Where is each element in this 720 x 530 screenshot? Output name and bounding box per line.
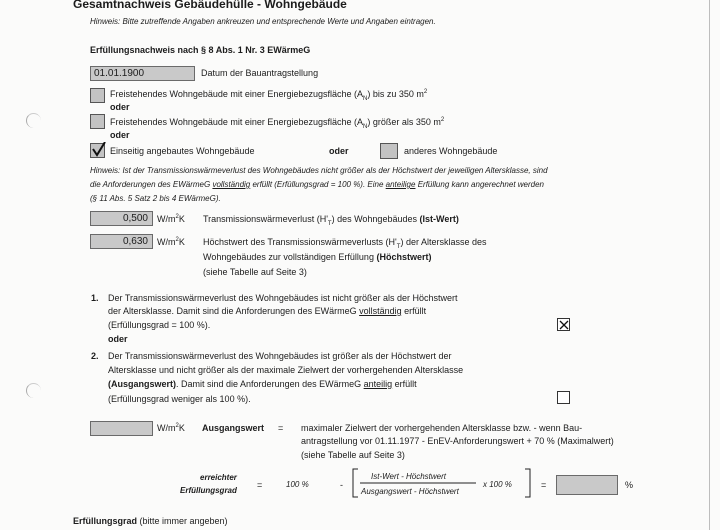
oder-label: oder: [110, 130, 130, 140]
case-1-line-3: (Erfüllungsgrad = 100 %).: [108, 320, 211, 330]
section-title: Erfüllungsnachweis nach § 8 Abs. 1 Nr. 3 EWärmeG: [90, 45, 311, 55]
hint-line-1: Hinweis: Ist der Transmissionswärmeverlust des Wohngebäudes nicht größer als der Höchstwert der jeweiligen Altersklasse, sind: [90, 166, 548, 175]
formula-label-2: Erfüllungsgrad: [180, 486, 237, 495]
header-hint: Hinweis: Bitte zutreffende Angaben ankreuzen und entsprechende Werte und Angaben eintragen.: [90, 17, 436, 26]
formula-numerator: Ist-Wert - Höchstwert: [371, 472, 446, 481]
formula-minus: -: [340, 480, 343, 490]
percent-label: %: [625, 480, 634, 490]
hoechstwert-label-2: Wohngebäudes zur vollständigen Erfüllung (Höchstwert): [203, 252, 432, 262]
unit-label: $W/m^2K$: [157, 423, 185, 433]
formula-label-1: erreichter: [200, 473, 237, 482]
hint-line-3: (§ 11 Abs. 5 Satz 2 bis 4 EWärmeG).: [90, 194, 221, 203]
ist-wert-label: Transmissionswärmeverlust $(H'_T)$ des Wohngebäudes (Ist-Wert): [203, 214, 459, 227]
bauantrag-date-field[interactable]: 01.01.1900: [90, 66, 195, 81]
oder-label: oder: [329, 146, 349, 156]
option-einseitig-label: Einseitig angebautes Wohngebäude: [110, 146, 255, 156]
unit-label: $W/m^2K$: [157, 237, 185, 247]
bauantrag-date-label: Datum der Bauantragstellung: [201, 68, 319, 78]
ausgangswert-desc-1: maximaler Zielwert der vorhergehenden Altersklasse bzw. - wenn Bau-: [301, 423, 583, 433]
footer-label: Erfüllungsgrad (bitte immer angeben): [73, 516, 228, 526]
page-title: Gesamtnachweis Gebäudehülle - Wohngebäude: [73, 0, 347, 11]
option-anderes-label: anderes Wohngebäude: [404, 146, 498, 156]
case-1-number: 1.: [91, 293, 99, 303]
equals-sign: =: [278, 423, 284, 433]
formula-equals-2: =: [541, 480, 547, 490]
ausgangswert-desc-2: antragstellung vor 01.11.1977 - EnEV-Anforderungswert + 70 % (Maximalwert): [301, 436, 614, 446]
case-2-line-3: (Ausgangswert). Damit sind die Anforderungen des EWärmeG anteilig erfüllt: [108, 379, 417, 389]
formula-denominator: Ausgangswert - Höchstwert: [361, 487, 459, 496]
oder-label: oder: [108, 334, 128, 344]
erfuellungsgrad-result-field[interactable]: [556, 475, 618, 495]
hint-line-2: die Anforderungen des EWärmeG vollständig erfüllt (Erfüllungsgrad = 100 %). Eine anteilige Erfüllung kann angerechnet werden: [90, 180, 544, 189]
case-2-line-1: Der Transmissionswärmeverlust des Wohngebäudes ist größer als der Höchstwert der: [108, 351, 452, 361]
hoechstwert-label-3: (siehe Tabelle auf Seite 3): [203, 267, 307, 277]
hoechstwert-field[interactable]: 0,630: [90, 234, 153, 249]
case-1-line-1: Der Transmissionswärmeverlust des Wohngebäudes ist nicht größer als der Höchstwert: [108, 293, 458, 303]
case-2-number: 2.: [91, 351, 99, 361]
ausgangswert-desc-3: (siehe Tabelle auf Seite 3): [301, 450, 405, 460]
unit-label: $W/m^2K$: [157, 214, 185, 224]
oder-label: oder: [110, 102, 130, 112]
hoechstwert-label: Höchstwert des Transmissionswärmeverlusts $(H'_T)$ der Altersklasse des: [203, 237, 487, 250]
option-freistehend-small-label: Freistehendes Wohngebäude mit einer Energiebezugsfläche $(A_N)$ bis zu 350 $m^2$: [110, 89, 428, 102]
ausgangswert-label: Ausgangswert: [202, 423, 265, 433]
ist-wert-field[interactable]: 0,500: [90, 211, 153, 226]
formula-times: x 100 %: [483, 480, 512, 489]
formula-hundred: 100 %: [286, 480, 309, 489]
option-freistehend-large-label: Freistehendes Wohngebäude mit einer Energiebezugsfläche $(A_N)$ größer als 350 $m^2$: [110, 117, 445, 130]
case-1-line-2: der Altersklasse. Damit sind die Anforderungen des EWärmeG vollständig erfüllt: [108, 306, 427, 316]
formula-equals: =: [257, 480, 263, 490]
case-2-line-2: Altersklasse und nicht größer als der maximale Zielwert der vorhergehenden Altersklasse: [108, 365, 464, 375]
case-2-line-4: (Erfüllungsgrad weniger als 100 %).: [108, 394, 251, 404]
